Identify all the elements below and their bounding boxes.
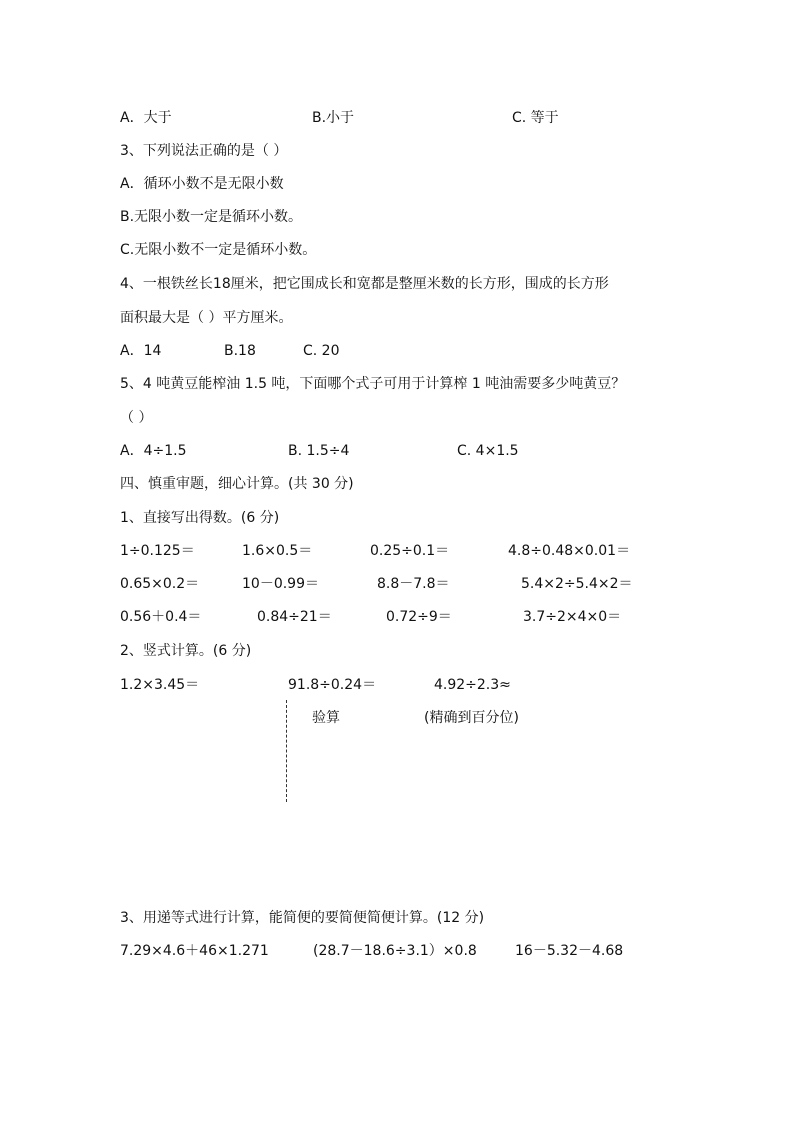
- q3-option-a: A．循环小数不是无限小数: [120, 176, 284, 192]
- q4-stem-line1: 4、一根铁丝长18厘米，把它围成长和宽都是整厘米数的长方形，围成的长方形: [120, 276, 609, 292]
- part3-title: 3、用递等式进行计算，能简便的要简便简便计算。(12 分): [120, 910, 485, 926]
- q2-option-a: A．大于: [120, 110, 172, 126]
- vertical-calc-item: 91.8÷0.24＝: [288, 677, 377, 693]
- calc-item: 5.4×2÷5.4×2＝: [521, 576, 633, 592]
- check-label: 验算: [312, 710, 340, 726]
- calc-item: 10－0.99＝: [242, 576, 319, 592]
- stepwise-item: (28.7－18.6÷3.1）×0.8: [313, 943, 477, 959]
- calc-item: 0.25÷0.1＝: [370, 543, 450, 559]
- section-4-title: 四、慎重审题，细心计算。(共 30 分): [120, 476, 354, 492]
- q4-option-a: A．14: [120, 343, 162, 359]
- q3-option-c: C.无限小数不一定是循环小数。: [120, 242, 317, 258]
- part2-title: 2、竖式计算。(6 分): [120, 643, 252, 659]
- stepwise-item: 16－5.32－4.68: [515, 943, 624, 959]
- q2-option-b: B.小于: [312, 110, 355, 126]
- calc-item: 0.56＋0.4＝: [120, 609, 202, 625]
- calc-item: 1.6×0.5＝: [242, 543, 313, 559]
- calc-item: 0.84÷21＝: [257, 609, 332, 625]
- part1-title: 1、直接写出得数。(6 分): [120, 510, 280, 526]
- dashed-divider: [286, 700, 287, 802]
- q4-stem-line2: 面积最大是（ ）平方厘米。: [120, 310, 293, 326]
- q5-blank: （ ）: [120, 410, 153, 426]
- q3-option-b: B.无限小数一定是循环小数。: [120, 209, 303, 225]
- calc-item: 0.65×0.2＝: [120, 576, 200, 592]
- q2-option-c: C. 等于: [512, 110, 559, 126]
- calc-item: 4.8÷0.48×0.01＝: [508, 543, 631, 559]
- q4-option-c: C. 20: [303, 343, 340, 359]
- calc-item: 8.8－7.8＝: [377, 576, 450, 592]
- q5-stem: 5、4 吨黄豆能榨油 1.5 吨，下面哪个式子可用于计算榨 1 吨油需要多少吨黄豆？: [120, 376, 626, 392]
- q4-option-b: B.18: [224, 343, 256, 359]
- vertical-calc-item: 4.92÷2.3≈: [434, 677, 511, 693]
- q3-stem: 3、下列说法正确的是（ ）: [120, 143, 288, 159]
- calc-item: 0.72÷9＝: [386, 609, 452, 625]
- stepwise-item: 7.29×4.6＋46×1.271: [120, 943, 269, 959]
- q5-option-c: C. 4×1.5: [457, 443, 519, 459]
- q5-option-b: B. 1.5÷4: [288, 443, 350, 459]
- vertical-calc-item: 1.2×3.45＝: [120, 677, 200, 693]
- calc-item: 3.7÷2×4×0＝: [523, 609, 622, 625]
- calc-item: 1÷0.125＝: [120, 543, 195, 559]
- precision-note: (精确到百分位): [424, 710, 519, 726]
- q5-option-a: A．4÷1.5: [120, 443, 187, 459]
